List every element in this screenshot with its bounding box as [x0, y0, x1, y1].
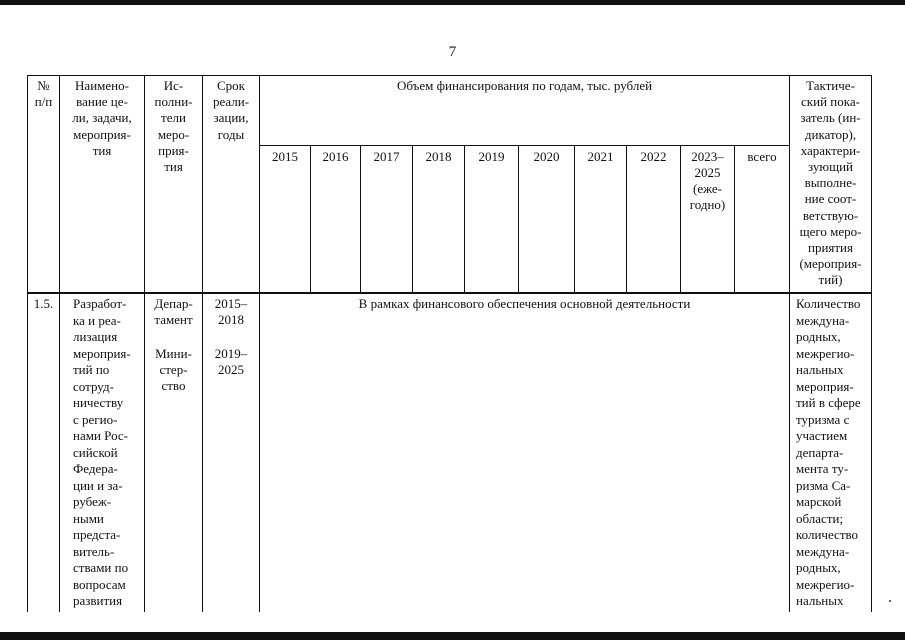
- col-divider-3: [202, 75, 203, 612]
- year-divider: [360, 145, 361, 293]
- year-divider: [464, 145, 465, 293]
- row-executor-2: Мини- стер- ство: [155, 346, 192, 394]
- year-divider: [518, 145, 519, 293]
- year-divider: [310, 145, 311, 293]
- page-number: 7: [448, 44, 457, 60]
- scan-top-edge: [0, 0, 905, 5]
- table-top-border: [27, 75, 872, 76]
- row-term-1: 2015– 2018: [214, 296, 248, 328]
- year-2020: 2020: [533, 149, 560, 164]
- row-indicator: Количество междуна- родных, межрегио- нальных мероприя- тий в сфере туризма с участием дeпарта- мента ту- ризма Са- марской области; количество междуна- родных, межрегио- нальных: [796, 296, 861, 608]
- row-term-2: 2019– 2025: [214, 346, 248, 378]
- year-divider: [734, 145, 735, 293]
- header-executors: Ис- полни- тели меро- прия- тия: [154, 78, 193, 175]
- year-total: всего: [747, 149, 777, 164]
- header-indicator: Тактиче- ский пока- затель (ин- дикатор), характери- зующий выполне- ние соот- ветствую- щего меро- приятия (мероприя- тий): [799, 78, 862, 288]
- scan-bottom-edge: [0, 632, 905, 640]
- header-term: Срок реали- зации, годы: [212, 78, 250, 142]
- header-name: Наимено- вание це- ли, задачи, мероприя- тия: [72, 78, 132, 158]
- header-funding: Объем финансирования по годам, тыс. рублей: [396, 78, 653, 93]
- year-2021: 2021: [587, 149, 614, 164]
- year-divider: [574, 145, 575, 293]
- row-number: 1.5.: [33, 296, 54, 311]
- year-2016: 2016: [322, 149, 349, 164]
- table-left-border: [27, 75, 28, 612]
- header-bottom-border: [27, 292, 872, 294]
- year-2017: 2017: [373, 149, 400, 164]
- year-divider: [626, 145, 627, 293]
- table-right-border: [871, 75, 872, 612]
- scan-speck: [889, 600, 891, 602]
- year-divider: [412, 145, 413, 293]
- row-name: Разработ- ка и реа- лизация мероприя- тий по сотруд- ничеству с регио- нами Рос- сийской Федера- ции и за- рубеж- ными предста- витель- ствами по вопросам развития: [73, 296, 131, 608]
- year-2015: 2015: [272, 149, 298, 164]
- year-2022: 2022: [640, 149, 667, 164]
- year-2023-2025: 2023– 2025 (еже- годно): [689, 149, 726, 212]
- row-funding-note: В рамках финансового обеспечения основной деятельности: [358, 296, 691, 311]
- header-number: № п/п: [34, 78, 53, 110]
- row-executor-1: Депар- тамент: [154, 296, 193, 328]
- year-2018: 2018: [425, 149, 452, 164]
- year-2019: 2019: [478, 149, 505, 164]
- years-row-top-border: [259, 145, 789, 146]
